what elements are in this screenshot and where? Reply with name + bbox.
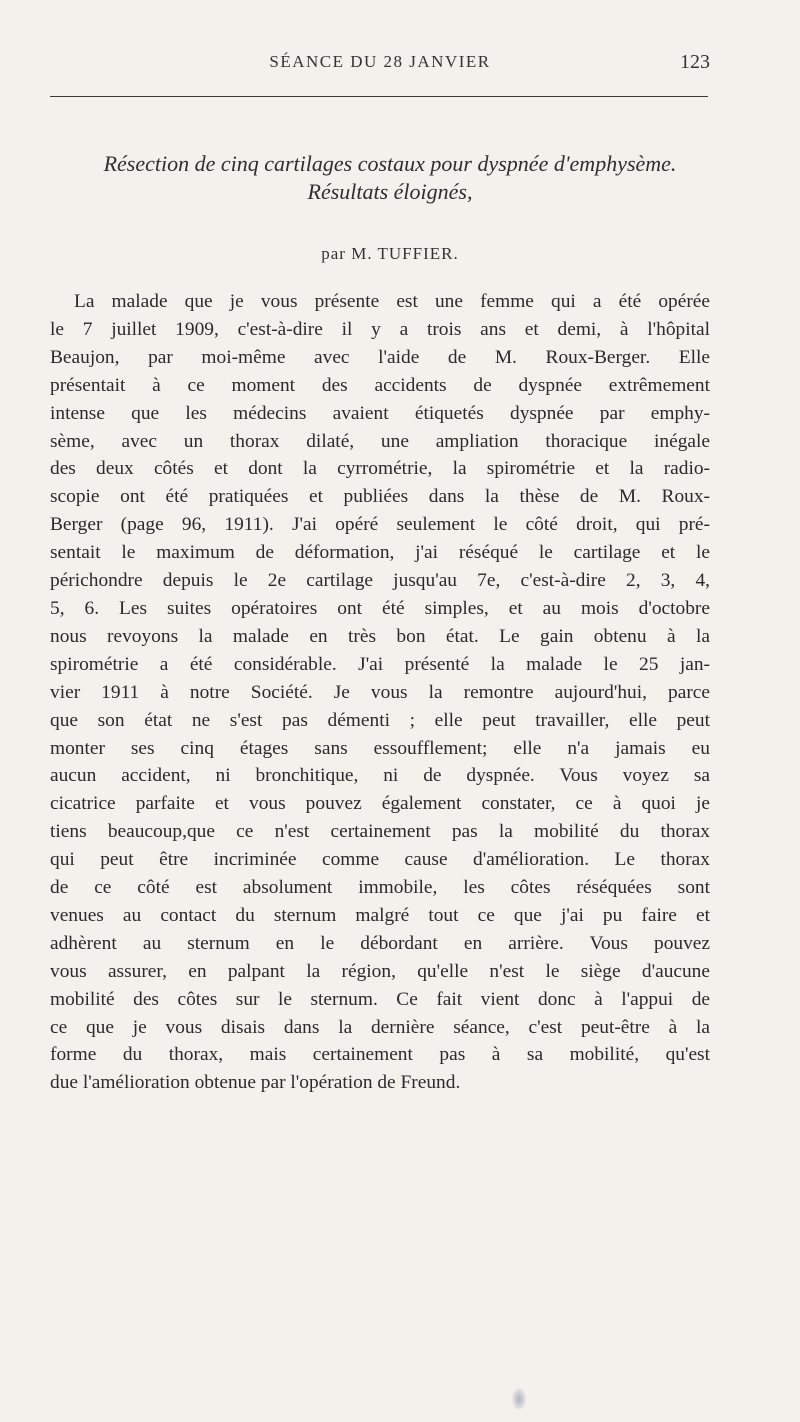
body-line: cicatrice parfaite et vous pouvez également constater, ce à quoi je: [50, 793, 710, 815]
body-line: le 7 juillet 1909, c'est-à-dire il y a trois ans et demi, à l'hôpital: [50, 318, 710, 340]
body-line: sentait le maximum de déformation, j'ai réséqué le cartilage et le: [50, 542, 710, 564]
body-line: que son état ne s'est pas démenti ; elle peut travailler, elle peut: [50, 709, 710, 731]
body-line: tiens beaucoup,que ce n'est certainement pas la mobilité du thorax: [50, 821, 710, 843]
article-title-line: Résection de cinq cartilages costaux pour dyspnée d'emphysème.: [103, 151, 677, 176]
body-line: Beaujon, par moi-même avec l'aide de M. Roux-Berger. Elle: [50, 346, 710, 368]
body-line: venues au contact du sternum malgré tout ce que j'ai pu faire et: [50, 904, 710, 926]
body-paragraph: [50, 288, 710, 1097]
page-number: 123: [680, 51, 710, 73]
body-line: forme du thorax, mais certainement pas à sa mobilité, qu'est: [50, 1044, 710, 1066]
ink-smudge: [512, 1388, 526, 1410]
body-line: sème, avec un thorax dilaté, une ampliation thoracique inégale: [50, 430, 710, 452]
article-title: [40, 150, 740, 206]
header-rule: [50, 96, 708, 97]
body-line: due l'amélioration obtenue par l'opération de Freund.: [50, 1072, 461, 1094]
author-byline: par M. TUFFIER.: [321, 244, 459, 263]
running-title: SÉANCE DU 28 JANVIER: [269, 52, 491, 71]
body-line: La malade que je vous présente est une femme qui a été opérée: [74, 291, 710, 312]
body-line: spirométrie a été considérable. J'ai présenté la malade le 25 jan-: [50, 653, 710, 675]
body-line: périchondre depuis le 2e cartilage jusqu'au 7e, c'est-à-dire 2, 3, 4,: [50, 570, 710, 592]
body-line: scopie ont été pratiquées et publiées dans la thèse de M. Roux-: [50, 486, 710, 508]
body-line: qui peut être incriminée comme cause d'amélioration. Le thorax: [50, 849, 710, 871]
body-line: nous revoyons la malade en très bon état. Le gain obtenu à la: [50, 625, 710, 647]
body-line: 5, 6. Les suites opératoires ont été simples, et au mois d'octobre: [50, 597, 710, 619]
body-line: monter ses cinq étages sans essoufflement; elle n'a jamais eu: [50, 737, 710, 759]
body-line: Berger (page 96, 1911). J'ai opéré seulement le côté droit, qui pré-: [50, 514, 710, 536]
body-line: présentait à ce moment des accidents de dyspnée extrêmement: [50, 374, 710, 396]
running-head: [50, 52, 710, 82]
body-line: vous assurer, en palpant la région, qu'elle n'est le siège d'aucune: [50, 960, 710, 982]
body-line: mobilité des côtes sur le sternum. Ce fait vient donc à l'appui de: [50, 988, 710, 1010]
article-title-line: Résultats éloignés,: [307, 179, 473, 204]
body-line: intense que les médecins avaient étiquetés dyspnée par emphy-: [50, 402, 710, 424]
body-line: ce que je vous disais dans la dernière séance, c'est peut-être à la: [50, 1016, 710, 1038]
body-line: adhèrent au sternum en le débordant en arrière. Vous pouvez: [50, 932, 710, 954]
body-line: vier 1911 à notre Société. Je vous la remontre aujourd'hui, parce: [50, 681, 710, 703]
body-line: de ce côté est absolument immobile, les côtes réséquées sont: [50, 877, 710, 899]
body-line: aucun accident, ni bronchitique, ni de dyspnée. Vous voyez sa: [50, 765, 710, 787]
body-line: des deux côtés et dont la cyrrométrie, la spirométrie et la radio-: [50, 458, 710, 480]
